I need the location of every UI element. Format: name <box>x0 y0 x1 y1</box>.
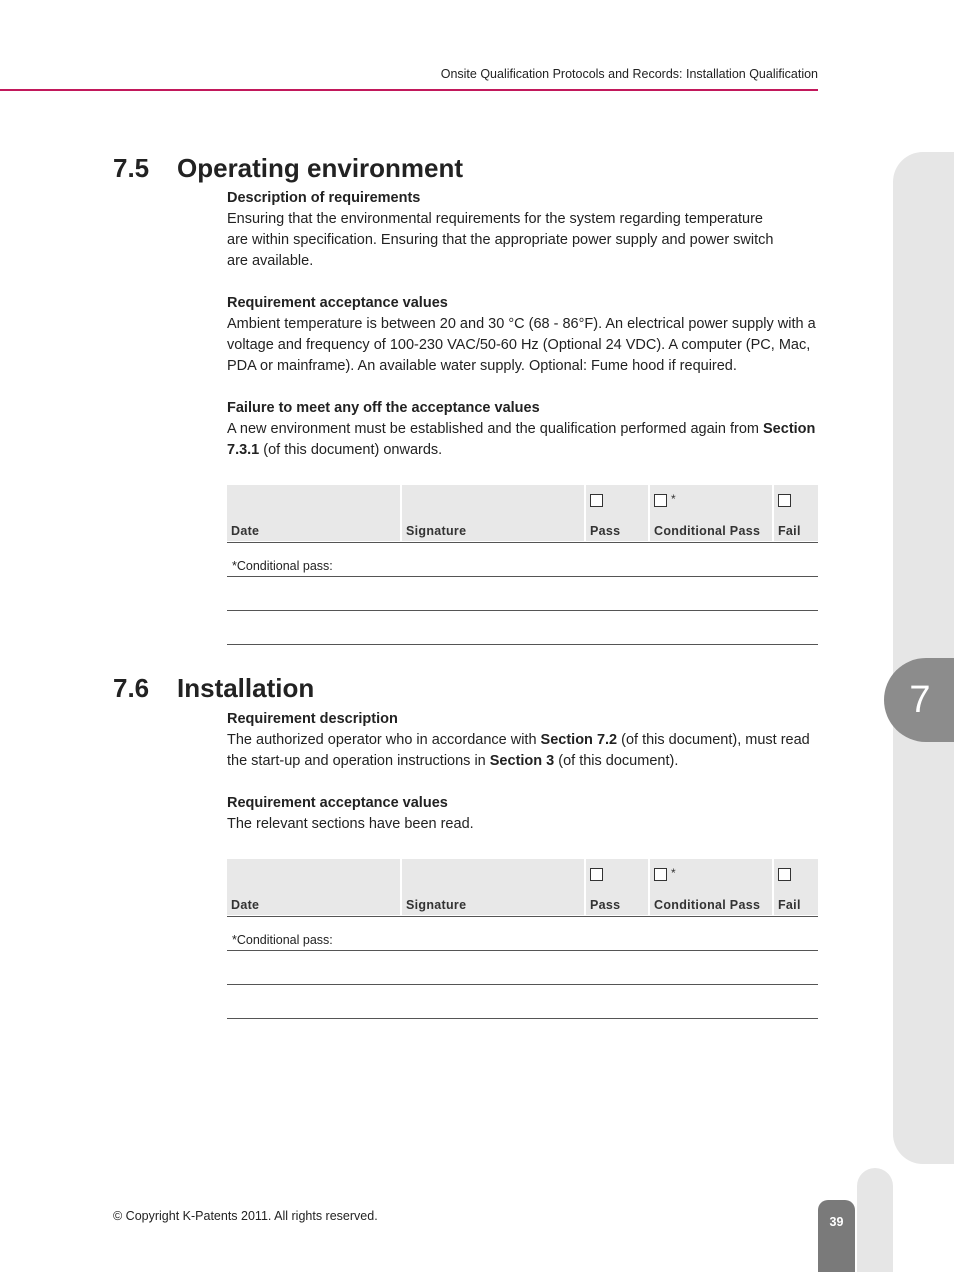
failure-heading: Failure to meet any off the acceptance values <box>227 400 540 416</box>
acceptance-line: The relevant sections have been read. <box>227 816 474 832</box>
section-title: Operating environment <box>177 153 464 183</box>
section-ref: Section 3 <box>489 753 555 769</box>
conditional-note-line[interactable]: *Conditional pass: <box>227 917 818 951</box>
date-cell[interactable] <box>227 859 400 915</box>
footer-copyright: © Copyright K-Patents 2011. All rights reserved. <box>113 1209 378 1223</box>
description-line <box>227 730 818 751</box>
pass-label: Pass <box>590 524 621 538</box>
conditional-pass-checkbox[interactable] <box>654 868 667 881</box>
note-line[interactable] <box>227 985 818 1019</box>
section-installation <box>113 673 818 835</box>
fail-cell <box>774 485 818 541</box>
description-text: the start-up and operation instructions in <box>227 753 490 769</box>
failure-text-part: (of this document) onwards. <box>259 442 443 458</box>
asterisk: * <box>671 492 676 506</box>
fail-label: Fail <box>778 524 801 538</box>
section-ref: Section 7.2 <box>540 732 618 748</box>
conditional-pass-checkbox[interactable] <box>654 494 667 507</box>
header-rule <box>0 89 818 91</box>
conditional-pass-cell <box>650 485 772 541</box>
pass-label: Pass <box>590 898 621 912</box>
fail-checkbox[interactable] <box>778 868 791 881</box>
signoff-table <box>227 859 818 917</box>
failure-text <box>227 440 818 461</box>
section-body <box>227 188 818 461</box>
note-line[interactable] <box>227 611 818 645</box>
description-line: Ensuring that the environmental requirements for the system regarding temperature <box>227 211 763 227</box>
conditional-pass-cell <box>650 859 772 915</box>
fail-checkbox[interactable] <box>778 494 791 507</box>
signoff-block-7-6 <box>113 859 818 1019</box>
description-heading: Description of requirements <box>227 190 421 206</box>
pass-checkbox[interactable] <box>590 868 603 881</box>
section-body <box>227 709 818 835</box>
running-header: Onsite Qualification Protocols and Records: Installation Qualification <box>440 67 818 81</box>
conditional-pass-label: Conditional Pass <box>654 898 761 912</box>
description-line: are available. <box>227 253 314 269</box>
signoff-table <box>227 485 818 543</box>
signature-cell[interactable] <box>402 859 584 915</box>
section-heading <box>113 673 818 703</box>
failure-section-ref: 7.3.1 <box>227 442 260 458</box>
note-line[interactable] <box>227 951 818 985</box>
signature-label: Signature <box>406 524 467 538</box>
failure-section-ref: Section <box>763 421 816 437</box>
acceptance-line: voltage and frequency of 100-230 VAC/50-60 Hz (Optional 24 VDC). A computer (PC, Mac, <box>227 337 811 353</box>
section-number: 7.6 <box>113 673 150 703</box>
acceptance-line: Ambient temperature is between 20 and 30 °C (68 - 86°F). An electrical power supply with a <box>227 316 816 332</box>
pass-cell <box>586 859 648 915</box>
failure-text <box>227 419 818 440</box>
pass-cell <box>586 485 648 541</box>
section-heading <box>113 153 818 183</box>
acceptance-line: PDA or mainframe). An available water supply. Optional: Fume hood if required. <box>227 358 737 374</box>
date-label: Date <box>231 524 260 538</box>
section-operating-environment <box>113 153 818 461</box>
description-heading: Requirement description <box>227 711 398 727</box>
description-line: are within specification. Ensuring that the appropriate power supply and power switch <box>227 232 774 248</box>
date-cell[interactable] <box>227 485 400 541</box>
asterisk: * <box>671 866 676 880</box>
description-text: The authorized operator who in accordance with <box>227 732 541 748</box>
description-text: (of this document), must read <box>617 732 810 748</box>
section-number: 7.5 <box>113 153 150 183</box>
conditional-notes <box>227 917 818 1019</box>
signature-label: Signature <box>406 898 467 912</box>
signoff-block-7-5 <box>113 485 818 645</box>
conditional-note-line[interactable]: *Conditional pass: <box>227 543 818 577</box>
conditional-notes <box>227 543 818 645</box>
chapter-tab-number: 7 <box>909 678 931 721</box>
bottom-side-strip <box>857 1168 893 1272</box>
conditional-pass-label: Conditional Pass <box>654 524 761 538</box>
failure-text-part: A new environment must be established and the qualification performed again from <box>227 421 764 437</box>
acceptance-heading: Requirement acceptance values <box>227 295 448 311</box>
description-text: (of this document). <box>554 753 679 769</box>
note-line[interactable] <box>227 577 818 611</box>
signature-cell[interactable] <box>402 485 584 541</box>
acceptance-heading: Requirement acceptance values <box>227 795 448 811</box>
section-title: Installation <box>177 673 315 703</box>
pass-checkbox[interactable] <box>590 494 603 507</box>
page-number: 39 <box>818 1200 855 1272</box>
fail-label: Fail <box>778 898 801 912</box>
description-line <box>227 751 818 772</box>
date-label: Date <box>231 898 260 912</box>
fail-cell <box>774 859 818 915</box>
